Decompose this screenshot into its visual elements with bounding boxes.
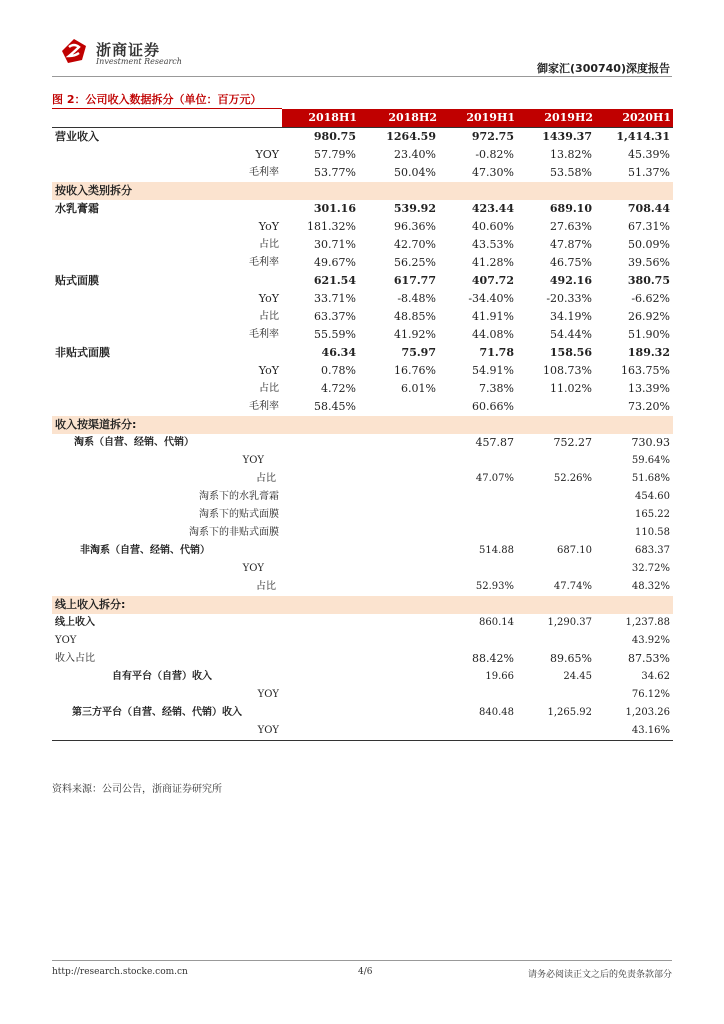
- cell: 11.02%: [550, 382, 592, 395]
- column-header: 2018H2: [359, 109, 439, 128]
- row-label: 占比: [259, 311, 279, 322]
- row-label: 占比: [259, 383, 279, 394]
- cell: 181.32%: [307, 220, 356, 233]
- row-label: YoY: [258, 292, 279, 305]
- cell: 30.71%: [314, 238, 356, 251]
- cell: [359, 398, 439, 416]
- row-label: 毛利率: [249, 167, 279, 178]
- cell: 27.63%: [550, 220, 592, 233]
- row-label: 淘系下的贴式面膜: [199, 509, 279, 520]
- row-label: 占比: [256, 581, 276, 592]
- cell: 752.27: [553, 436, 592, 449]
- cell: 56.25%: [394, 256, 436, 269]
- cell: 55.59%: [314, 328, 356, 341]
- row-label: YOY: [257, 689, 279, 700]
- cell: 0.78%: [321, 364, 356, 377]
- cell: [359, 560, 439, 578]
- table-row: [52, 398, 673, 416]
- cell: -6.62%: [631, 292, 670, 305]
- section-label: 收入按渠道拆分:: [52, 416, 673, 434]
- cell: [359, 704, 439, 722]
- cell: 41.92%: [394, 328, 436, 341]
- cell: 49.67%: [314, 256, 356, 269]
- cell: [359, 488, 439, 506]
- table-row: [52, 578, 673, 596]
- cell: 50.04%: [394, 166, 436, 179]
- cell: [282, 578, 359, 596]
- row-label: 收入占比: [55, 653, 95, 664]
- cell: 301.16: [313, 202, 356, 215]
- cell: 407.72: [471, 274, 514, 287]
- cell: [282, 452, 359, 470]
- cell: 423.44: [471, 202, 514, 215]
- cell: 60.66%: [472, 400, 514, 413]
- cell: [359, 452, 439, 470]
- header-corner: [52, 109, 282, 128]
- cell: 163.75%: [621, 364, 670, 377]
- cell: -34.40%: [468, 292, 514, 305]
- cell: [359, 722, 439, 741]
- cell: 16.76%: [394, 364, 436, 377]
- cell: [359, 434, 439, 452]
- cell: 50.09%: [628, 238, 670, 251]
- cell: 45.39%: [628, 148, 670, 161]
- cell: [282, 650, 359, 668]
- company-logo-icon: [60, 38, 88, 64]
- cell: [517, 632, 595, 650]
- cell: 76.12%: [631, 689, 670, 700]
- row-label: 毛利率: [249, 257, 279, 268]
- row-label: 淘系（自营、经销、代销）: [74, 437, 194, 448]
- table-row: [52, 434, 673, 452]
- cell: 539.92: [393, 202, 436, 215]
- cell: 43.16%: [631, 725, 670, 736]
- row-label: 营业收入: [52, 128, 282, 147]
- table-row: [52, 722, 673, 741]
- cell: [282, 704, 359, 722]
- cell: [439, 686, 517, 704]
- cell: [282, 614, 359, 632]
- disclaimer-note: 请务必阅读正文之后的免责条款部分: [527, 970, 672, 980]
- cell: 75.97: [401, 346, 436, 359]
- cell: [282, 488, 359, 506]
- source-note: 资料来源：公司公告，浙商证券研究所: [52, 784, 222, 795]
- cell: 689.10: [549, 202, 592, 215]
- cell: [359, 686, 439, 704]
- cell: [359, 470, 439, 488]
- cell: 54.91%: [472, 364, 514, 377]
- cell: 43.92%: [631, 635, 670, 646]
- cell: 1,414.31: [595, 128, 673, 147]
- cell: 48.85%: [394, 310, 436, 323]
- cell: [359, 632, 439, 650]
- cell: 52.93%: [475, 581, 514, 592]
- table-row: [52, 236, 673, 254]
- table-row: [52, 362, 673, 380]
- column-header: 2019H1: [439, 109, 517, 128]
- cell: 687.10: [557, 545, 592, 556]
- logo-text-en: Investment Research: [96, 57, 182, 66]
- cell: [282, 560, 359, 578]
- section-header-row: [52, 416, 673, 434]
- table-row: [52, 128, 673, 147]
- cell: 47.74%: [553, 581, 592, 592]
- cell: [517, 452, 595, 470]
- cell: 88.42%: [472, 652, 514, 665]
- cell: [282, 542, 359, 560]
- cell: [439, 452, 517, 470]
- cell: [517, 524, 595, 542]
- section-label: 按收入类别拆分: [52, 182, 673, 200]
- cell: 71.78: [479, 346, 514, 359]
- cell: 19.66: [485, 671, 514, 682]
- cell: [517, 506, 595, 524]
- table-row: [52, 200, 673, 218]
- cell: [359, 668, 439, 686]
- table-row: [52, 614, 673, 632]
- table-row: [52, 524, 673, 542]
- cell: [359, 506, 439, 524]
- cell: 54.44%: [550, 328, 592, 341]
- cell: 47.07%: [475, 473, 514, 484]
- table-row: [52, 668, 673, 686]
- cell: [359, 542, 439, 560]
- row-label: 毛利率: [249, 401, 279, 412]
- table-row: [52, 254, 673, 272]
- cell: 730.93: [631, 436, 670, 449]
- cell: 48.32%: [631, 581, 670, 592]
- table-row: [52, 272, 673, 290]
- cell: [282, 632, 359, 650]
- row-label: 线上收入: [55, 617, 95, 628]
- cell: [439, 524, 517, 542]
- cell: 158.56: [549, 346, 592, 359]
- cell: 4.72%: [321, 382, 356, 395]
- column-header: 2018H1: [282, 109, 359, 128]
- table-row: [52, 146, 673, 164]
- cell: 73.20%: [628, 400, 670, 413]
- cell: 860.14: [479, 617, 514, 628]
- cell: 53.58%: [550, 166, 592, 179]
- cell: 59.64%: [631, 455, 670, 466]
- row-label: 淘系下的非贴式面膜: [189, 527, 279, 538]
- cell: 457.87: [475, 436, 514, 449]
- footer-url[interactable]: http://research.stocke.com.cn: [52, 967, 188, 977]
- table-row: [52, 164, 673, 182]
- row-label: 水乳膏霜: [55, 202, 99, 215]
- cell: 41.91%: [472, 310, 514, 323]
- cell: 89.65%: [550, 652, 592, 665]
- cell: 980.75: [282, 128, 359, 147]
- cell: [359, 578, 439, 596]
- figure-title: 图 2：公司收入数据拆分（单位：百万元）: [52, 93, 262, 106]
- table-row: [52, 560, 673, 578]
- cell: 39.56%: [628, 256, 670, 269]
- cell: 47.30%: [472, 166, 514, 179]
- cell: 108.73%: [543, 364, 592, 377]
- cell: 1,290.37: [547, 617, 592, 628]
- table-row: [52, 344, 673, 362]
- cell: 34.19%: [550, 310, 592, 323]
- cell: [439, 632, 517, 650]
- cell: 51.68%: [631, 473, 670, 484]
- cell: [517, 686, 595, 704]
- cell: 47.87%: [550, 238, 592, 251]
- cell: 96.36%: [394, 220, 436, 233]
- row-label: 淘系下的水乳膏霜: [199, 491, 279, 502]
- cell: [439, 488, 517, 506]
- row-label: YOY: [242, 455, 264, 466]
- row-label: YOY: [242, 563, 264, 574]
- cell: [282, 524, 359, 542]
- cell: 621.54: [313, 274, 356, 287]
- cell: 189.32: [627, 346, 670, 359]
- row-label: YoY: [258, 220, 279, 233]
- cell: 13.39%: [628, 382, 670, 395]
- cell: 7.38%: [479, 382, 514, 395]
- table-row: [52, 506, 673, 524]
- cell: 1264.59: [359, 128, 439, 147]
- cell: [282, 506, 359, 524]
- cell: 617.77: [393, 274, 436, 287]
- table-header-row: [52, 109, 673, 128]
- cell: 23.40%: [394, 148, 436, 161]
- cell: 41.28%: [472, 256, 514, 269]
- section-label: 线上收入拆分:: [52, 596, 673, 614]
- cell: [439, 722, 517, 741]
- cell: 492.16: [549, 274, 592, 287]
- cell: [282, 668, 359, 686]
- cell: [439, 560, 517, 578]
- cell: [282, 686, 359, 704]
- cell: 51.37%: [628, 166, 670, 179]
- cell: 13.82%: [550, 148, 592, 161]
- table-row: [52, 650, 673, 668]
- cell: [359, 524, 439, 542]
- cell: 840.48: [479, 707, 514, 718]
- cell: -0.82%: [475, 148, 514, 161]
- cell: 34.62: [641, 671, 670, 682]
- cell: 42.70%: [394, 238, 436, 251]
- cell: 683.37: [635, 545, 670, 556]
- section-header-row: [52, 182, 673, 200]
- cell: [359, 614, 439, 632]
- table-row: [52, 488, 673, 506]
- table-row: [52, 470, 673, 488]
- row-label: 占比: [256, 473, 276, 484]
- cell: [517, 722, 595, 741]
- cell: 6.01%: [401, 382, 436, 395]
- cell: 26.92%: [628, 310, 670, 323]
- cell: 514.88: [479, 545, 514, 556]
- cell: [359, 650, 439, 668]
- cell: 24.45: [563, 671, 592, 682]
- row-label: 贴式面膜: [55, 274, 99, 287]
- cell: 58.45%: [314, 400, 356, 413]
- table-row: [52, 308, 673, 326]
- column-header: 2019H2: [517, 109, 595, 128]
- row-label: YoY: [258, 364, 279, 377]
- logo-text-cn: 浙商证券: [96, 41, 161, 59]
- cell: -8.48%: [397, 292, 436, 305]
- cell: 1439.37: [517, 128, 595, 147]
- cell: 46.75%: [550, 256, 592, 269]
- cell: 708.44: [627, 202, 670, 215]
- report-title: 御家汇(300740)深度报告: [537, 62, 670, 75]
- row-label: YOY: [257, 725, 279, 736]
- cell: [517, 488, 595, 506]
- table-row: [52, 704, 673, 722]
- cell: 110.58: [635, 527, 670, 538]
- row-label: YOY: [255, 148, 279, 161]
- cell: 51.90%: [628, 328, 670, 341]
- table-row: [52, 380, 673, 398]
- row-label: 毛利率: [249, 329, 279, 340]
- row-label: YOY: [55, 635, 77, 646]
- cell: 44.08%: [472, 328, 514, 341]
- cell: 52.26%: [553, 473, 592, 484]
- cell: [517, 560, 595, 578]
- cell: 57.79%: [314, 148, 356, 161]
- revenue-breakdown-table: [52, 108, 673, 741]
- table-row: [52, 452, 673, 470]
- cell: [439, 506, 517, 524]
- cell: [282, 470, 359, 488]
- cell: [282, 722, 359, 741]
- cell: 53.77%: [314, 166, 356, 179]
- cell: 1,237.88: [625, 617, 670, 628]
- cell: 380.75: [627, 274, 670, 287]
- row-label: 自有平台（自营）收入: [112, 671, 212, 682]
- cell: [282, 434, 359, 452]
- row-label: 第三方平台（自营、经销、代销）收入: [72, 707, 242, 718]
- row-label: 非贴式面膜: [55, 346, 110, 359]
- cell: 87.53%: [628, 652, 670, 665]
- cell: -20.33%: [546, 292, 592, 305]
- row-label: 占比: [259, 239, 279, 250]
- cell: 33.71%: [314, 292, 356, 305]
- page-number: 4/6: [358, 967, 373, 977]
- table-row: [52, 686, 673, 704]
- cell: 32.72%: [631, 563, 670, 574]
- cell: 63.37%: [314, 310, 356, 323]
- table-row: [52, 326, 673, 344]
- cell: 972.75: [439, 128, 517, 147]
- cell: 40.60%: [472, 220, 514, 233]
- table-row: [52, 632, 673, 650]
- row-label: 非淘系（自营、经销、代销）: [80, 545, 210, 556]
- table-row: [52, 290, 673, 308]
- column-header: 2020H1: [595, 109, 673, 128]
- cell: 1,203.26: [625, 707, 670, 718]
- page-footer: [52, 960, 672, 981]
- section-header-row: [52, 596, 673, 614]
- cell: 165.22: [635, 509, 670, 520]
- cell: 46.34: [321, 346, 356, 359]
- cell: 454.60: [635, 491, 670, 502]
- cell: 43.53%: [472, 238, 514, 251]
- table-row: [52, 218, 673, 236]
- cell: [517, 398, 595, 416]
- cell: 67.31%: [628, 220, 670, 233]
- table-row: [52, 542, 673, 560]
- page-header: [52, 36, 672, 77]
- cell: 1,265.92: [547, 707, 592, 718]
